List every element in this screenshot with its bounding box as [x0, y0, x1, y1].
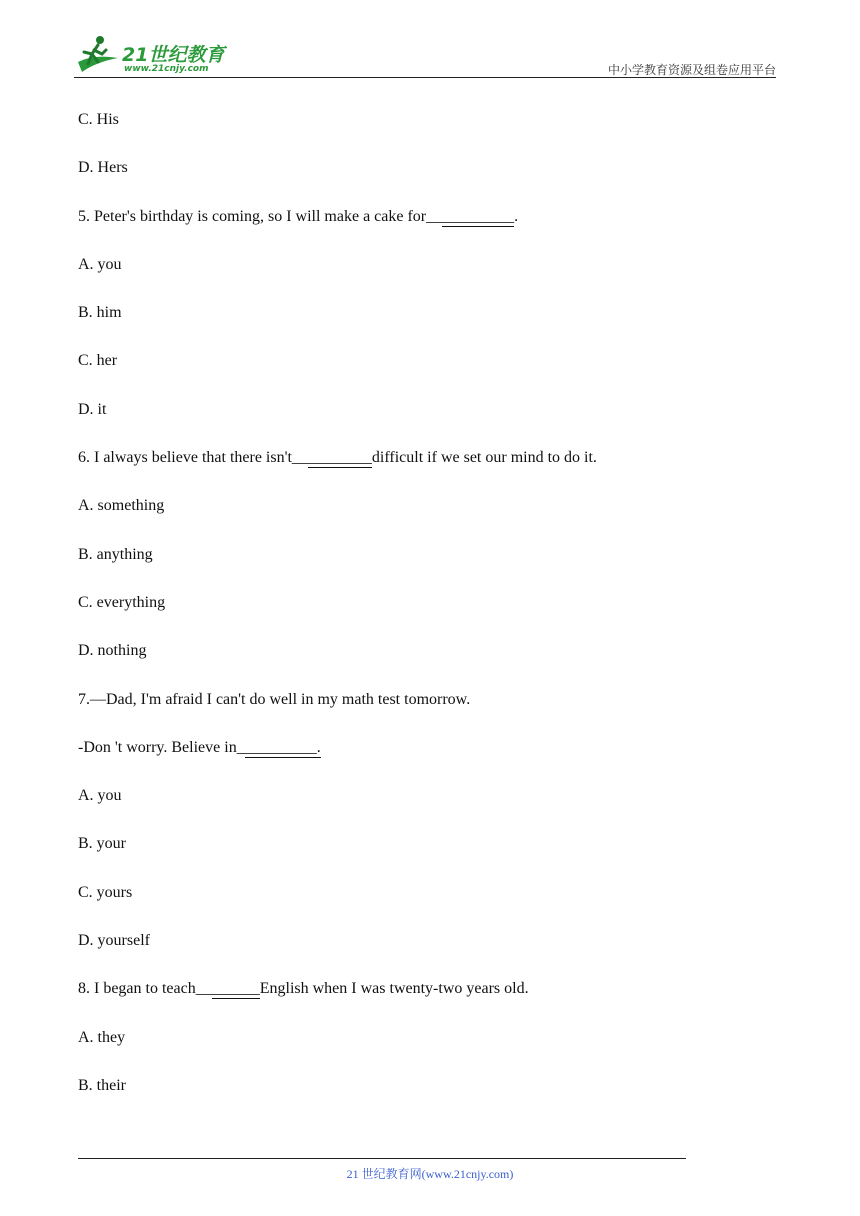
line-text: A. they [78, 1028, 126, 1046]
text-line [78, 784, 778, 832]
text-line [78, 736, 778, 784]
text-line [78, 977, 778, 1025]
line-text: 8. I began to teach__ [78, 980, 212, 998]
line-text: A. you [78, 255, 122, 273]
text-line [78, 494, 778, 542]
line-text: D. yourself [78, 932, 150, 950]
line-text: C. His [78, 111, 119, 128]
text-line [78, 398, 778, 446]
answer-blank: _________. [244, 738, 321, 756]
answer-blank: _________ [442, 207, 515, 225]
page-header [74, 28, 776, 78]
text-line [78, 349, 778, 397]
logo [74, 32, 244, 76]
line-text: C. yours [78, 883, 133, 901]
logo-url: www.21cnjy.com [124, 64, 209, 74]
text-line [78, 205, 778, 253]
header-divider [74, 77, 776, 78]
text-line [78, 253, 778, 301]
text-line [78, 301, 778, 349]
text-line [78, 688, 778, 736]
footer-divider [78, 1158, 686, 1159]
line-text: 7.—Dad, I'm afraid I can't do well in my math test tomorrow. [78, 690, 471, 708]
line-text: B. him [78, 304, 122, 322]
text-line [78, 108, 778, 156]
logo-text: 21世纪教育 [122, 44, 225, 66]
line-text-after-blank: difficult if we set our mind to do it. [371, 449, 597, 467]
line-text: C. her [78, 352, 118, 370]
line-text: D. nothing [78, 642, 147, 660]
line-text: B. their [78, 1076, 126, 1094]
line-text: A. something [78, 497, 165, 515]
text-line [78, 929, 778, 977]
line-text: C. everything [78, 593, 166, 611]
line-text: A. you [78, 787, 122, 805]
text-line [78, 156, 778, 204]
text-line [78, 639, 778, 687]
text-line [78, 543, 778, 591]
answer-blank: ______ [211, 980, 260, 998]
line-text: D. it [78, 400, 107, 418]
text-line [78, 881, 778, 929]
answer-blank: ________ [307, 449, 372, 467]
runner-logo-icon [74, 32, 122, 76]
line-text: 6. I always believe that there isn't__ [78, 449, 308, 467]
text-line [78, 832, 778, 880]
text-line [78, 1026, 778, 1074]
line-text: D. Hers [78, 159, 128, 177]
question-content [78, 108, 778, 1122]
line-text: -Don 't worry. Believe in_ [78, 738, 245, 756]
text-line [78, 1074, 778, 1122]
line-text: B. anything [78, 545, 153, 563]
line-text: B. your [78, 835, 126, 853]
text-line [78, 591, 778, 639]
text-line [78, 446, 778, 494]
header-platform-title: 中小学教育资源及组卷应用平台 [607, 63, 776, 77]
line-text-after-blank: English when I was twenty-two years old. [259, 980, 529, 998]
footer-text: 21 世纪教育网(www.21cnjy.com) [346, 1167, 514, 1181]
line-text-after-blank: . [514, 207, 519, 225]
line-text: 5. Peter's birthday is coming, so I will make a cake for__ [78, 207, 443, 225]
